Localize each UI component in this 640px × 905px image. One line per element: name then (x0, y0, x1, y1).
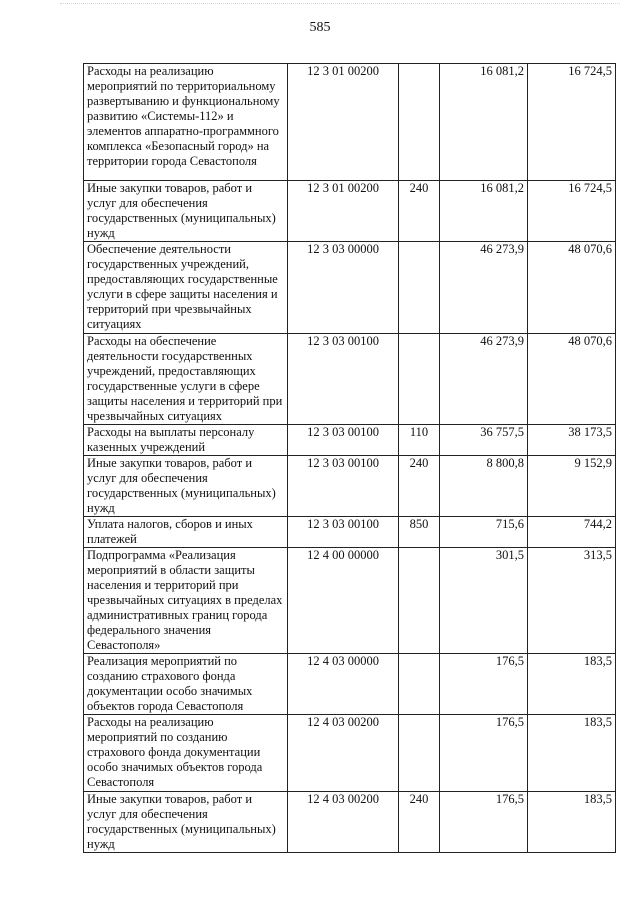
expense-name: Иные закупки товаров, работ и услуг для обеспечения государственных (муниципальных) нужд (84, 181, 288, 242)
amount-year-1: 301,5 (440, 548, 528, 654)
amount-year-1: 715,6 (440, 517, 528, 548)
expense-name: Расходы на реализацию мероприятий по созданию страхового фонда документации особо значимых объектов города Севастополя (84, 715, 288, 792)
expense-type-code (399, 242, 440, 334)
expense-type-code: 110 (399, 425, 440, 456)
target-article-code: 12 4 03 00000 (288, 654, 399, 715)
expense-type-code: 240 (399, 181, 440, 242)
amount-year-2: 313,5 (528, 548, 616, 654)
expense-type-code: 240 (399, 456, 440, 517)
expense-type-code (399, 654, 440, 715)
table-row (84, 425, 616, 456)
amount-year-1: 16 081,2 (440, 181, 528, 242)
table-row (84, 792, 616, 853)
amount-year-2: 16 724,5 (528, 64, 616, 181)
amount-year-1: 36 757,5 (440, 425, 528, 456)
amount-year-2: 744,2 (528, 517, 616, 548)
target-article-code: 12 3 01 00200 (288, 64, 399, 181)
amount-year-2: 9 152,9 (528, 456, 616, 517)
amount-year-1: 8 800,8 (440, 456, 528, 517)
amount-year-2: 16 724,5 (528, 181, 616, 242)
table-row (84, 654, 616, 715)
target-article-code: 12 4 03 00200 (288, 792, 399, 853)
table-row (84, 456, 616, 517)
expense-name: Подпрограмма «Реализация мероприятий в области защиты населения и территорий при чрезвычайных ситуациях в пределах административных границ города федерального значения Севастополя» (84, 548, 288, 654)
expense-name: Иные закупки товаров, работ и услуг для обеспечения государственных (муниципальных) нужд (84, 456, 288, 517)
expense-type-code (399, 548, 440, 654)
expense-name: Реализация мероприятий по созданию страхового фонда документации особо значимых объектов города Севастополя (84, 654, 288, 715)
amount-year-1: 176,5 (440, 654, 528, 715)
amount-year-1: 46 273,9 (440, 242, 528, 334)
target-article-code: 12 4 00 00000 (288, 548, 399, 654)
target-article-code: 12 4 03 00200 (288, 715, 399, 792)
target-article-code: 12 3 03 00100 (288, 517, 399, 548)
amount-year-1: 16 081,2 (440, 64, 528, 181)
table-row (84, 548, 616, 654)
amount-year-1: 46 273,9 (440, 334, 528, 425)
table-row (84, 181, 616, 242)
table-row (84, 715, 616, 792)
amount-year-2: 183,5 (528, 792, 616, 853)
page-number: 585 (309, 20, 331, 35)
target-article-code: 12 3 03 00100 (288, 334, 399, 425)
target-article-code: 12 3 01 00200 (288, 181, 399, 242)
table-row (84, 517, 616, 548)
amount-year-2: 48 070,6 (528, 334, 616, 425)
target-article-code: 12 3 03 00100 (288, 425, 399, 456)
expense-name: Расходы на обеспечение деятельности государственных учреждений, предоставляющих государственные услуги в сфере защиты населения и территорий при чрезвычайных ситуациях (84, 334, 288, 425)
expense-name: Иные закупки товаров, работ и услуг для обеспечения государственных (муниципальных) нужд (84, 792, 288, 853)
budget-table (83, 63, 616, 853)
expense-name: Расходы на реализацию мероприятий по территориальному развертыванию и функциональному развитию «Системы-112» и элементов аппаратно-программного комплекса «Безопасный город» на территории города Севастополя (84, 64, 288, 181)
expense-type-code (399, 715, 440, 792)
amount-year-1: 176,5 (440, 715, 528, 792)
table-row (84, 64, 616, 181)
amount-year-2: 48 070,6 (528, 242, 616, 334)
amount-year-2: 38 173,5 (528, 425, 616, 456)
expense-name: Обеспечение деятельности государственных учреждений, предоставляющих государственные услуги в сфере защиты населения и территорий при чрезвычайных ситуациях (84, 242, 288, 334)
target-article-code: 12 3 03 00000 (288, 242, 399, 334)
expense-name: Расходы на выплаты персоналу казенных учреждений (84, 425, 288, 456)
expense-name: Уплата налогов, сборов и иных платежей (84, 517, 288, 548)
expense-type-code: 850 (399, 517, 440, 548)
expense-type-code (399, 334, 440, 425)
expense-type-code: 240 (399, 792, 440, 853)
amount-year-2: 183,5 (528, 715, 616, 792)
expense-type-code (399, 64, 440, 181)
table-row (84, 334, 616, 425)
target-article-code: 12 3 03 00100 (288, 456, 399, 517)
table-row (84, 242, 616, 334)
amount-year-2: 183,5 (528, 654, 616, 715)
scan-edge-artifacts (60, 3, 620, 6)
amount-year-1: 176,5 (440, 792, 528, 853)
